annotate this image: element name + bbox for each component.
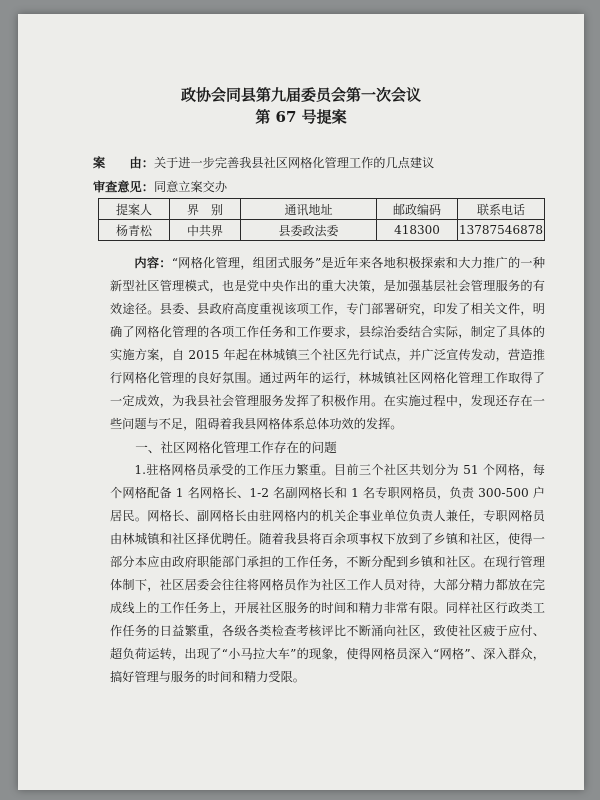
section1-paragraph: 1.驻格网格员承受的工作压力繁重。目前三个社区共划分为 51 个网格，每个网格配备 1 名网格长、1-2 名副网格长和 1 名专职网格员，负责 300-500 户居民。网格长、副网格长由驻网格内的机关企事业单位负责人兼任，专职网格员由林城镇和社区择优聘任。随着我县将百余项事权下放到了乡镇和社区，使得一部分本应由政府职能部门承担的工作任务，不断分配到乡镇和社区。在现行管理体制下，社区居委会往往将网格员作为社区工作人员对待，大部分精力都放在完成线上的工作任务上，开展社区服务的时间和精力非常有限。同样社区行政类工作任务的日益繁重，各级各类检查考核评比不断涌向社区，致使社区疲于应付、超负荷运转，出现了“小马拉大车”的现象，使得网格员深入“网格”、深入群众，搞好管理与服务的时间和精力受限。 [110, 463, 545, 684]
cell-phone: 13787546878 [458, 220, 545, 241]
header-address: 通讯地址 [241, 199, 377, 220]
proposal-content [110, 252, 545, 689]
case-text: 关于进一步完善我县社区网格化管理工作的几点建议 [153, 156, 435, 170]
content-paragraph [110, 252, 545, 436]
review-label: 审查意见： [93, 180, 154, 194]
proposer-info-table [98, 198, 545, 241]
title-line-2: 第 67 号提案 [255, 108, 347, 126]
review-opinion-row [93, 178, 227, 195]
header-phone: 联系电话 [458, 199, 545, 220]
section-heading: 一、社区网格化管理工作存在的问题 [135, 440, 337, 455]
table-header-row [99, 199, 545, 220]
document-page [18, 14, 584, 790]
case-subject-row [93, 154, 434, 171]
cell-sector: 中共界 [170, 220, 241, 241]
header-sector: 界 别 [170, 199, 241, 220]
cell-postcode: 418300 [377, 220, 458, 241]
title-line-1: 政协会同县第九届委员会第一次会议 [180, 86, 421, 104]
cell-address: 县委政法委 [241, 220, 377, 241]
document-title [18, 84, 584, 128]
header-proposer: 提案人 [99, 199, 170, 220]
review-text: 同意立案交办 [153, 180, 228, 194]
table-row [99, 220, 545, 241]
case-label: 案 由： [93, 156, 154, 170]
header-postcode: 邮政编码 [377, 199, 458, 220]
cell-proposer: 杨青松 [99, 220, 170, 241]
content-p1-text: “网格化管理，组团式服务”是近年来各地积极探索和大力推广的一种新型社区管理模式，也是党中央作出的重大决策，是加强基层社会管理服务的有效途径。县委、县政府高度重视该项工作，专门部署研究，印发了相关文件，明确了网格化管理的各项工作任务和工作要求，县综治委结合实际，制定了具体的实施方案，自 2015 年起在林城镇三个社区先行试点，并广泛宣传发动，营造推行网格化管理的良好氛围。通过两年的运行，林城镇社区网格化管理工作取得了一定成效，为我县社会管理服务发挥了积极作用。在实施过程中，发现还存在一些问题与不足，阻碍着我县网格体系总体功效的发挥。 [110, 256, 546, 431]
content-label: 内容： [134, 256, 172, 270]
